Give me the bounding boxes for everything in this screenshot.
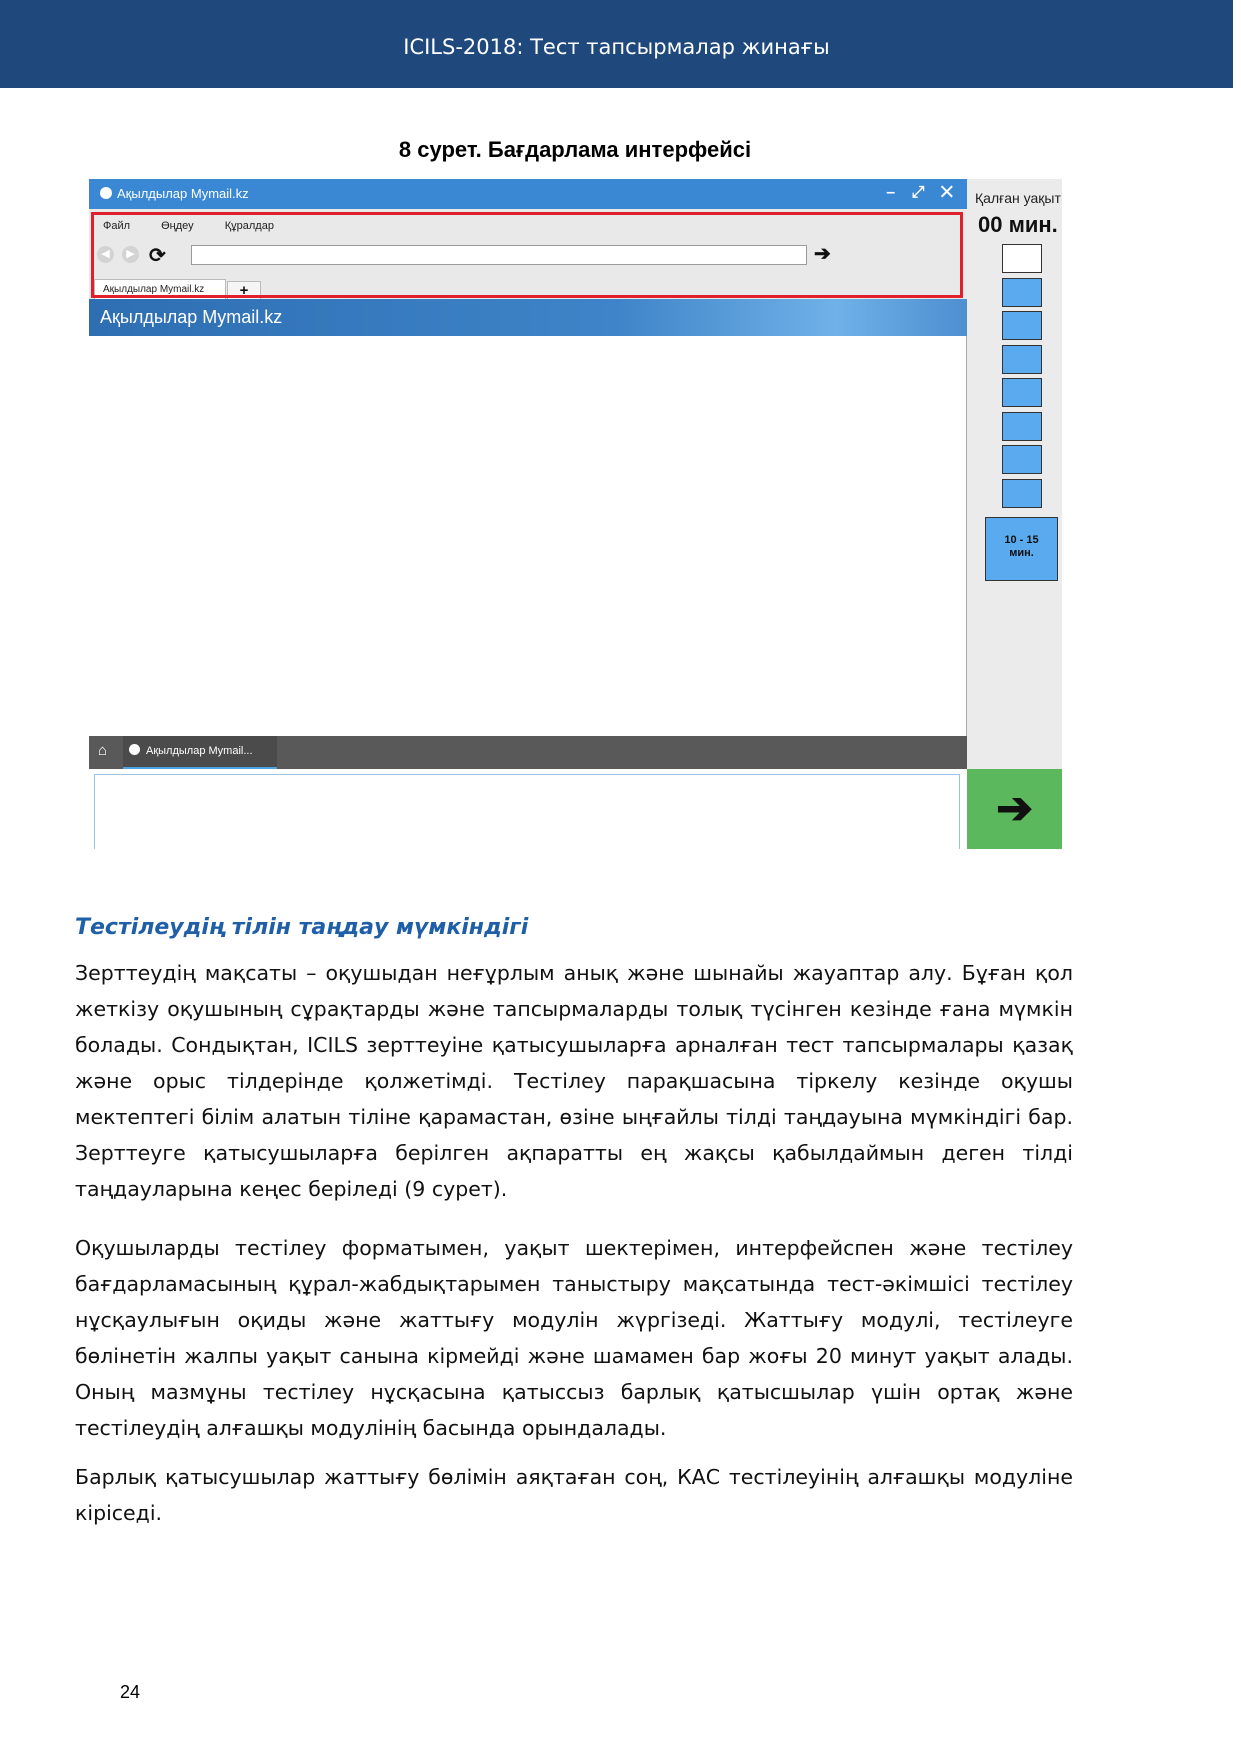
module-time-box: [985, 517, 1058, 581]
next-arrow-icon: ➔: [996, 784, 1033, 833]
globe-icon: [100, 187, 112, 199]
question-box-current[interactable]: [1002, 244, 1042, 273]
question-box[interactable]: [1002, 479, 1042, 508]
question-box[interactable]: [1002, 311, 1042, 340]
window-title: Ақылдылар Mymail.kz: [117, 186, 249, 201]
module-time-unit: мин.: [1009, 547, 1034, 559]
next-button[interactable]: [967, 769, 1062, 849]
forward-arrow-icon[interactable]: ▶: [122, 246, 139, 263]
window-titlebar: [89, 179, 967, 209]
document-title: ICILS-2018: Тест тапсырмалар жинағы: [403, 35, 830, 59]
module-time-range: 10 - 15: [1004, 534, 1039, 546]
timer-value: 00 мин.: [978, 212, 1058, 237]
section-heading: Тестілеудің тілін таңдау мүмкіндігі: [75, 915, 529, 940]
paragraph-3: Барлық қатысушылар жаттығу бөлімін аяқтаған соң, КАС тестілеуінің алғашқы модуліне кіріседі.: [75, 1465, 1073, 1525]
taskbar: [89, 736, 967, 769]
content-title-banner: Ақылдылар Mymail.kz: [89, 299, 967, 336]
question-box[interactable]: [1002, 378, 1042, 407]
menu-item-file[interactable]: Файл: [103, 220, 131, 232]
page-number: 24: [120, 1682, 141, 1702]
timer-label: Қалған уақыт: [975, 190, 1061, 206]
back-arrow-icon[interactable]: ◀: [97, 246, 114, 263]
question-box[interactable]: [1002, 278, 1042, 307]
figure-caption: 8 сурет. Бағдарлама интерфейсі: [398, 137, 752, 162]
paragraph-1: Зерттеудің мақсаты – оқушыдан неғұрлым анық және шынайы жауаптар алу. Бұған қол жеткізу оқушының сұрақтарды және тапсырмаларды толық түсінген кезінде ғана мүмкін болады. Сондықтан, ICILS зерттеуіне қатысушыларға арналған тест тапсырмалары қазақ және орыс тілдерінде қолжетімді. Тестілеу парақшасына тіркелу кезінде оқушы мектептегі білім алатын тіліне қарамастан, өзіне ыңғайлы тілді таңдауына мүмкіндігі бар. Зерттеуге қатысушыларға берілген ақпаратты ең жақсы қабылдаймын деген тілді таңдауларына кеңес беріледі (9 сурет).: [75, 961, 1073, 1201]
new-tab-button[interactable]: +: [227, 281, 261, 300]
question-box[interactable]: [1002, 345, 1042, 374]
window-controls[interactable]: – ⤢ ✕: [886, 184, 959, 201]
home-icon[interactable]: ⌂: [98, 742, 108, 759]
question-box[interactable]: [1002, 445, 1042, 474]
taskbar-tab-mymail[interactable]: [123, 736, 277, 770]
paragraph-2: Оқушыларды тестілеу форматымен, уақыт шектерімен, интерфейспен және тестілеу бағдарламасының құрал-жабдықтарымен таныстыру мақсатында тест-әкімшісі тестілеу нұсқаулығын оқиды және жаттығу модулін жүргізеді. Жаттығу модулі, тестілеуге бөлінетін жалпы уақыт санына кірмейді және шамамен бар жоғы 20 минут уақыт алады. Оның мазмұны тестілеу нұсқасына қатыссыз барлық қатысшылар үшін ортақ және тестілеудің алғашқы модулінің басында орындалады.: [75, 1236, 1073, 1440]
globe-icon: [129, 744, 140, 755]
instruction-box: [94, 774, 960, 849]
reload-icon[interactable]: ⟳: [149, 245, 166, 267]
progress-side-panel: [967, 179, 1062, 769]
taskbar-tab-label: Ақылдылар Mymail...: [146, 745, 253, 757]
tab-mymail[interactable]: Ақылдылар Mymail.kz: [94, 279, 226, 300]
toolbar-highlight-frame: [91, 212, 963, 298]
instruction-area: [89, 769, 967, 849]
menu-item-edit[interactable]: Өңдеу: [161, 220, 194, 232]
question-box[interactable]: [1002, 412, 1042, 441]
browser-content-area: [89, 336, 967, 736]
program-interface-figure: [89, 179, 1062, 849]
go-arrow-icon[interactable]: ➔: [814, 243, 831, 265]
menu-item-tools[interactable]: Құралдар: [224, 220, 274, 232]
